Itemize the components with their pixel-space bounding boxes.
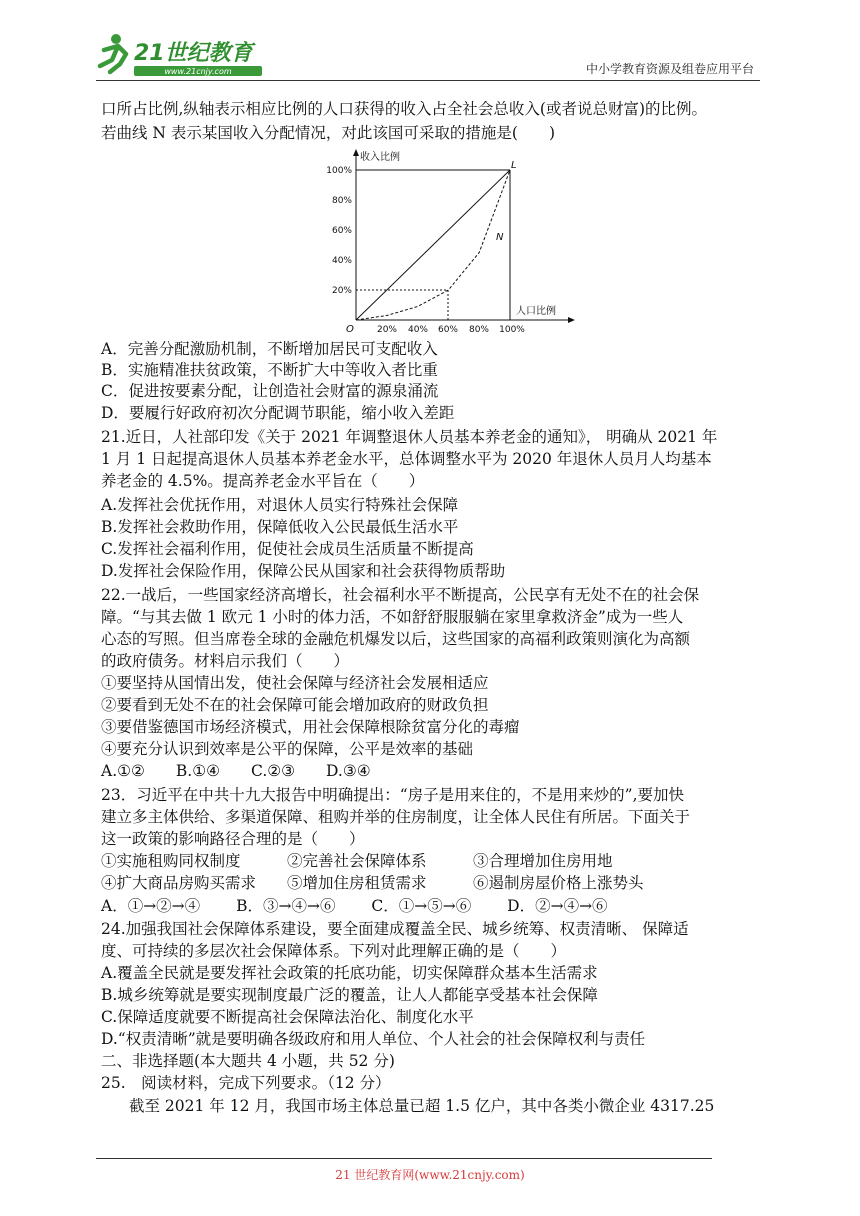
text-line: C.发挥社会福利作用，促使社会成员生活质量不断提高 xyxy=(101,540,474,558)
text-line: ①实施租购同权制度 ②完善社会保障体系 ③合理增加住房用地 xyxy=(101,852,613,870)
text-line: B．实施精准扶贫政策，不断扩大中等收入者比重 xyxy=(101,361,438,379)
text-line: 这一政策的影响路径合理的是（ ） xyxy=(101,830,365,848)
text-line: ④要充分认识到效率是公平的保障，公平是效率的基础 xyxy=(101,740,474,758)
x-tick-label: 40% xyxy=(407,325,429,335)
label-N: N xyxy=(496,232,504,243)
page-header xyxy=(96,30,760,80)
text-line: ②要看到无处不在的社会保障可能会增加政府的财政负担 xyxy=(101,696,489,714)
text-line: 障。“与其去做 1 欧元 1 小时的体力活，不如舒舒服服躺在家里拿救济金”成为一些人 xyxy=(101,608,684,626)
y-tick-label: 80% xyxy=(331,196,352,206)
text-line: 若曲线 N 表示某国收入分配情况，对此该国可采取的措施是( ) xyxy=(101,124,556,142)
text-line: 养老金的 4.5%。提高养老金水平旨在（ ） xyxy=(101,472,425,490)
x-tick-labels xyxy=(377,325,525,335)
x-tick-label: 100% xyxy=(499,325,525,335)
text-line: ①要坚持从国情出发，使社会保障与经济社会发展相适应 xyxy=(101,674,489,692)
x-tick-label: 20% xyxy=(376,325,398,335)
text-line: 22.一战后，一些国家经济高增长，社会福利水平不断提高，公民享有无处不在的社会保 xyxy=(101,586,700,604)
y-tick-label: 60% xyxy=(331,226,352,236)
text-line: ③要借鉴德国市场经济模式，用社会保障根除贫富分化的毒瘤 xyxy=(101,718,520,736)
text-line: A.①② B.①④ C.②③ D.③④ xyxy=(101,762,371,780)
text-line: 21.近日，人社部印发《关于 2021 年调整退休人员基本养老金的通知》， 明确从 2021 年 xyxy=(101,428,718,446)
y-axis-label: 收入比例 xyxy=(360,152,400,163)
footer-text: 21 世纪教育网(www.21cnjy.com) xyxy=(335,1168,525,1182)
text-line: A.发挥社会优抚作用，对退休人员实行特殊社会保障 xyxy=(101,496,459,514)
origin-label: O xyxy=(346,324,354,335)
text-line: D.发挥社会保险作用，保障公民从国家和社会获得物质帮助 xyxy=(101,562,506,580)
text-line: 度、可持续的多层次社会保障体系。下列对此理解正确的是（ ） xyxy=(101,942,567,960)
text-line: 口所占比例,纵轴表示相应比例的人口获得的收入占全社会总收入(或者说总财富)的比例。 xyxy=(101,100,708,118)
x-axis-label: 人口比例 xyxy=(516,306,556,317)
site-logo xyxy=(96,30,266,78)
x-tick-label: 60% xyxy=(437,325,459,335)
text-line: D．要履行好政府初次分配调节职能，缩小收入差距 xyxy=(101,404,455,422)
text-line: B.发挥社会救助作用，保障低收入公民最低生活水平 xyxy=(101,518,459,536)
x-tick-label: 80% xyxy=(468,325,490,335)
text-line: D.“权责清晰”就是要明确各级政府和用人单位、个人社会的社会保障权利与责任 xyxy=(101,1030,646,1048)
text-line: 25. 阅读材料，完成下列要求。（12 分） xyxy=(101,1074,391,1092)
text-line: A．①→②→④ B．③→④→⑥ C．①→⑤→⑥ D．②→④→⑥ xyxy=(101,897,608,915)
text-line: 1 月 1 日起提高退休人员基本养老金水平，总体调整水平为 2020 年退休人员月人均基本 xyxy=(101,450,712,468)
text-line: A．完善分配激励机制，不断增加居民可支配收入 xyxy=(101,340,438,358)
text-line: 23．习近平在中共十九大报告中明确提出：“房子是用来住的，不是用来炒的”,要加快 xyxy=(101,786,685,804)
text-line: 截至 2021 年 12 月，我国市场主体总量已超 1.5 亿户，其中各类小微企业 4317.25 xyxy=(129,1097,715,1115)
header-divider xyxy=(96,80,760,81)
runner-icon xyxy=(100,46,126,72)
platform-name: 中小学教育资源及组卷应用平台 xyxy=(585,62,754,76)
text-line: C．促进按要素分配，让创造社会财富的源泉涌流 xyxy=(101,382,439,400)
text-line: 24.加强我国社会保障体系建设，要全面建成覆盖全民、城乡统筹、权责清晰、 保障适 xyxy=(101,920,689,938)
y-tick-label: 100% xyxy=(326,166,352,176)
y-tick-label: 20% xyxy=(331,286,352,296)
logo-main-text: 21世纪教育 xyxy=(134,41,253,66)
lorenz-curve-figure xyxy=(320,148,580,340)
text-line: 二、非选择题(本大题共 4 小题，共 52 分) xyxy=(101,1052,395,1070)
text-line: 的政府债务。材料启示我们（ ） xyxy=(101,652,350,670)
equality-line-L xyxy=(356,170,510,320)
y-tick-labels xyxy=(326,166,352,296)
label-L: L xyxy=(511,160,517,171)
text-line: B.城乡统筹就是要实现制度最广泛的覆盖，让人人都能享受基本社会保障 xyxy=(101,986,598,1004)
text-line: 心态的写照。但当席卷全球的金融危机爆发以后，这些国家的高福利政策则演化为高额 xyxy=(101,630,691,648)
logo-sub-text: www.21cnjy.com xyxy=(164,67,232,76)
runner-icon-head xyxy=(111,34,121,44)
text-line: A.覆盖全民就是要发挥社会政策的托底功能，切实保障群众基本生活需求 xyxy=(101,964,598,982)
text-line: 建立多主体供给、多渠道保障、租购并举的住房制度，让全体人民住有所居。下面关于 xyxy=(101,808,691,826)
text-line: ④扩大商品房购买需求 ⑤增加住房租赁需求 ⑥遏制房屋价格上涨势头 xyxy=(101,874,644,892)
footer-divider xyxy=(96,1158,712,1159)
y-tick-label: 40% xyxy=(331,256,352,266)
text-line: C.保障适度就要不断提高社会保障法治化、制度化水平 xyxy=(101,1008,474,1026)
